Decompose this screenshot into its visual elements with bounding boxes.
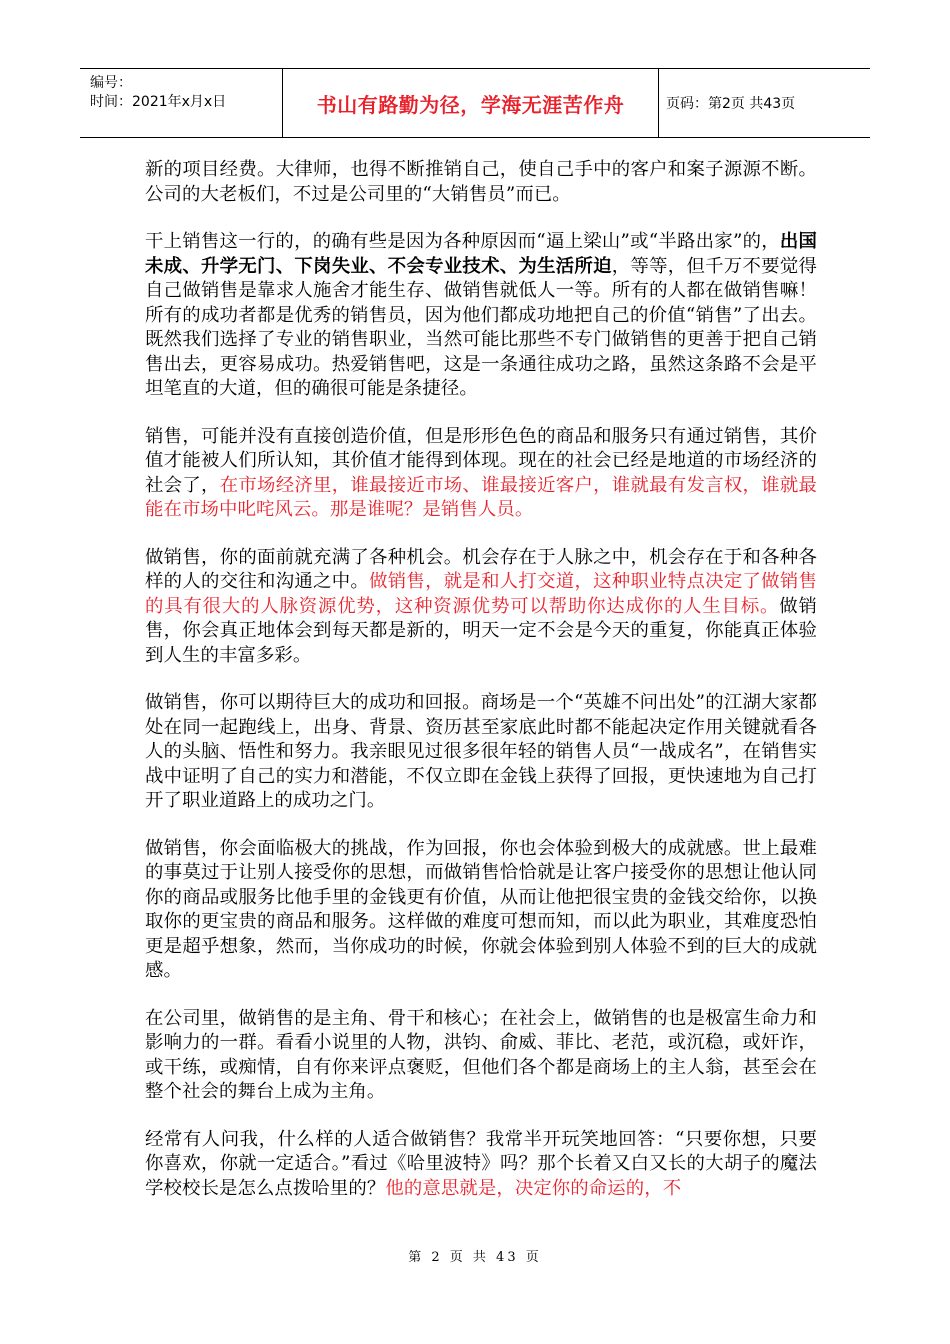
paragraph-text: 干上销售这一行的，的确有些是因为各种原因而“逼上梁山”或“半路出家”的， [145,231,780,252]
page-footer: 第 2 页 共 43 页 [408,1250,542,1265]
document-number-label: 编号： [90,75,132,91]
paragraph-text: 做销售，你会真正地体会到每天都是新的，明天一定不会是今天的重复，你能真正体验到人生的丰富多彩。 [145,595,817,666]
document-body [145,158,817,1224]
body-paragraph [145,691,817,814]
body-paragraph [145,546,817,669]
body-paragraph [145,837,817,984]
paragraph-text: 在公司里，做销售的是主角、骨干和核心；在社会上，做销售的也是极富生命力和影响力的一群。看看小说里的人物，洪钧、俞威、菲比、老范，或沉稳，或奸诈，或干练，或痴情，自有你来评点褒贬，但他们各个都是商场上的主人翁，甚至会在整个社会的舞台上成为主角。 [145,1007,817,1102]
highlighted-text: 他的意思就是，决定你的命运的，不 [385,1177,682,1199]
highlighted-text: 在市场经济里，谁最接近市场、谁最接近客户，谁就最有发言权，谁就最能在市场中叱咤风云。那是谁呢？是销售人员。 [145,474,817,520]
paragraph-text: ，等等，但千万不要觉得自己做销售是靠求人施舍才能生存、做销售就低人一等。所有的人都在做销售嘛！所有的成功者都是优秀的销售员，因为他们都成功地把自己的价值“销售”了出去。既然我们选择了专业的销售职业，当然可能比那些不专门做销售的更善于把自己销售出去，更容易成功。热爱销售吧，这是一条通往成功之路，虽然这条路不会是平坦笔直的大道，但的确很可能是条捷径。 [145,255,817,399]
body-paragraph [145,158,817,207]
document-date-label: 时间：2021年x月x日 [90,94,227,110]
header-motto: 书山有路勤为径，学海无涯苦作舟 [282,69,659,137]
page-header [80,68,870,138]
highlighted-text: 做销售，就是和人打交道，这种职业特点决定了做销售的具有很大的人脉资源优势，这种资源优势可以帮助你达成你的人生目标。 [145,571,817,617]
paragraph-text: 做销售，你会面临极大的挑战，作为回报，你也会体验到极大的成就感。世上最难的事莫过于让别人接受你的思想，而做销售恰恰就是让客户接受你的思想让他认同你的商品或服务比他手里的金钱更有价值，从而让他把很宝贵的金钱交给你，以换取你的更宝贵的商品和服务。这样做的难度可想而知，而以此为职业，其难度恐怕更是超乎想象，然而，当你成功的时候，你就会体验到别人体验不到的巨大的成就感。 [145,837,817,981]
header-page-label: 页码：第2页 共43页 [666,96,796,112]
paragraph-text: 销售，可能并没有直接创造价值，但是形形色色的商品和服务只有通过销售，其价值才能被人们所认知，其价值才能得到体现。现在的社会已经是地道的市场经济的社会了， [145,425,817,496]
paragraph-text: 经常有人问我，什么样的人适合做销售？我常半开玩笑地回答：“只要你想，只要你喜欢，你就一定适合。”看过《哈里波特》吗？那个长着又白又长的大胡子的魔法学校校长是怎么点拨哈里的？ [145,1128,817,1199]
paragraph-text: 做销售，你可以期待巨大的成功和回报。商场是一个“英雄不问出处”的江湖大家都处在同一起跑线上，出身、背景、资历甚至家底此时都不能起决定作用关键就看各人的头脑、悟性和努力。我亲眼见过很多很年轻的销售人员“一战成名”，在销售实战中证明了自己的实力和潜能，不仅立即在金钱上获得了回报，更快速地为自己打开了职业道路上的成功之门。 [145,692,817,811]
body-paragraph [145,425,817,523]
body-paragraph [145,1128,817,1202]
bold-text: 出国未成、升学无门、下岗失业、不会专业技术、为生活所迫 [145,231,817,277]
header-meta [80,69,280,137]
paragraph-text: 做销售，你的面前就充满了各种机会。机会存在于人脉之中，机会存在于和各种各样的人的交往和沟通之中。 [145,546,817,592]
body-paragraph [145,230,817,402]
paragraph-text: 新的项目经费。大律师，也得不断推销自己，使自己手中的客户和案子源源不断。公司的大老板们，不过是公司里的“大销售员”而已。 [145,159,817,205]
body-paragraph [145,1007,817,1105]
